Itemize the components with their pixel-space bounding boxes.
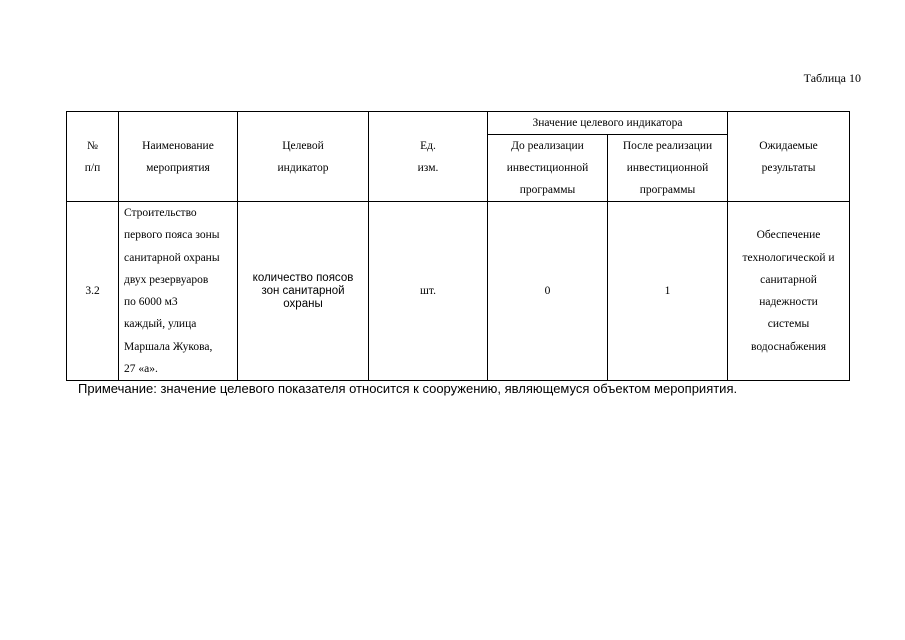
header-target	[238, 112, 369, 202]
row-indicator	[238, 202, 369, 381]
row-result-line: водоснабжения	[750, 340, 827, 353]
header-num-line2: п/п	[84, 161, 101, 174]
row-result-line: системы	[767, 318, 810, 331]
header-name-line1: Наименование	[142, 139, 214, 152]
header-name-line2: мероприятия	[146, 161, 210, 174]
row-result-line: технологической и	[742, 251, 835, 264]
table-row	[67, 202, 850, 381]
header-before-line2: инвестиционной	[506, 162, 589, 174]
row-indicator-line: зон санитарной	[261, 284, 345, 297]
header-before	[488, 135, 608, 202]
row-result	[728, 202, 850, 381]
header-row-1	[67, 112, 850, 135]
header-unit-line1: Ед.	[420, 139, 436, 152]
row-indicator-line: количество поясов	[252, 271, 354, 284]
row-name-line: санитарной охраны	[124, 251, 220, 264]
header-after-line2: инвестиционной	[626, 162, 709, 174]
row-name-line: Маршала Жукова,	[124, 340, 213, 353]
row-indicator-line: охраны	[283, 297, 323, 310]
row-num: 3.2	[67, 202, 119, 381]
row-result-line: надежности	[759, 296, 818, 309]
row-name-line: по 6000 м3	[124, 296, 178, 309]
row-name-line: каждый, улица	[124, 318, 197, 331]
header-target-line2: индикатор	[277, 161, 329, 174]
header-num	[67, 112, 119, 202]
header-after	[608, 135, 728, 202]
row-name-line: первого пояса зоны	[124, 229, 220, 242]
header-unit	[369, 112, 488, 202]
header-unit-line2: изм.	[417, 161, 439, 174]
header-before-line1: До реализации	[511, 140, 584, 152]
row-name-line: двух резервуаров	[124, 273, 209, 286]
row-before-value: 0	[488, 202, 608, 381]
header-value-group: Значение целевого индикатора	[488, 112, 728, 135]
header-num-line1: №	[87, 139, 98, 152]
header-after-line3: программы	[639, 184, 696, 196]
header-results-line1: Ожидаемые	[759, 139, 818, 152]
header-name	[119, 112, 238, 202]
row-name	[119, 202, 238, 381]
header-target-line1: Целевой	[282, 139, 324, 152]
row-unit: шт.	[369, 202, 488, 381]
table-caption: Таблица 10	[803, 71, 861, 85]
row-after-value: 1	[608, 202, 728, 381]
header-after-line1: После реализации	[622, 140, 713, 152]
row-result-line: санитарной	[760, 273, 817, 286]
header-results	[728, 112, 850, 202]
header-results-line2: результаты	[761, 161, 816, 174]
row-result-line: Обеспечение	[756, 229, 821, 242]
header-before-line3: программы	[519, 184, 576, 196]
row-name-line: Строительство	[124, 207, 197, 219]
target-indicators-table	[66, 111, 850, 381]
row-name-line: 27 «а».	[124, 363, 158, 376]
table-note: Примечание: значение целевого показателя относится к сооружению, являющемуся объектом мероприятия.	[78, 381, 738, 396]
